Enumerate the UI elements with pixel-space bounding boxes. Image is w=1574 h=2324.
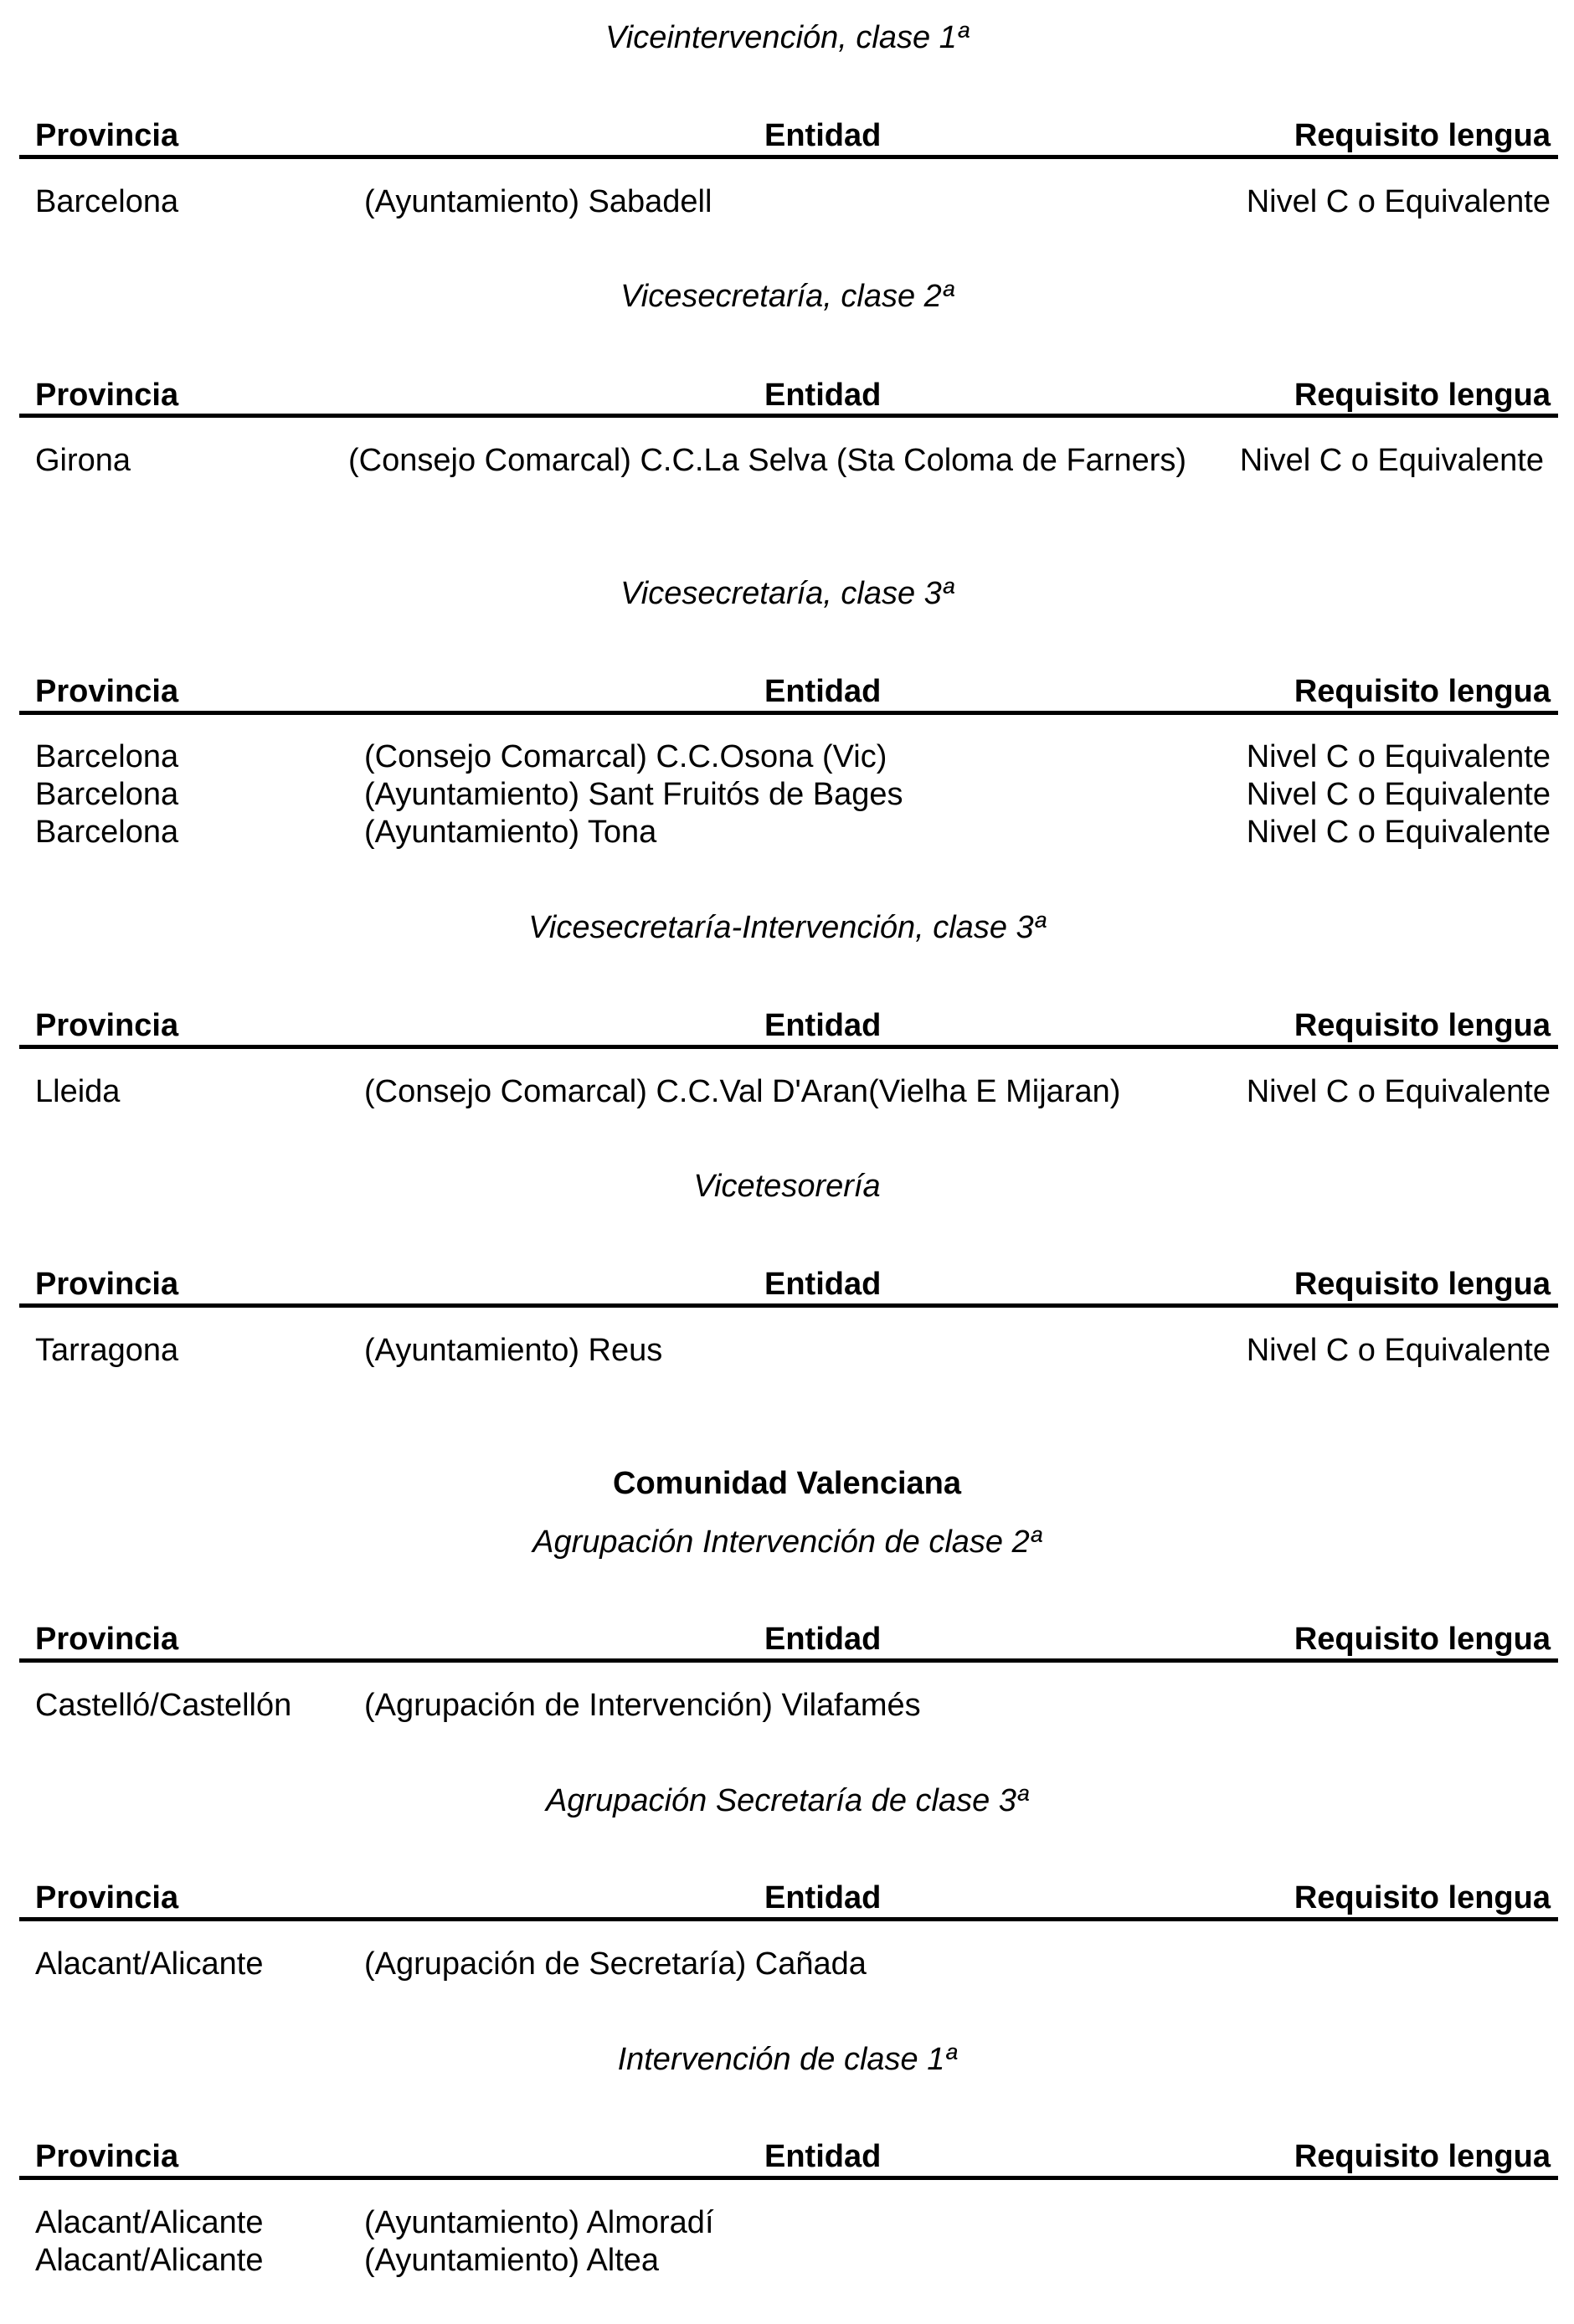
cell-provincia: Alacant/Alicante [35, 1946, 264, 1982]
header-requisito: Requisito lengua [1294, 1008, 1551, 1043]
cell-provincia: Castelló/Castellón [35, 1688, 292, 1723]
cell-entidad: (Consejo Comarcal) C.C.Osona (Vic) [364, 739, 887, 774]
section-title: Vicesecretaría, clase 3ª [620, 576, 954, 611]
cell-entidad: (Ayuntamiento) Tona [364, 815, 657, 850]
cell-provincia: Girona [35, 443, 131, 478]
cell-requisito: Nivel C o Equivalente [1246, 1333, 1551, 1368]
header-entidad: Entidad [764, 1622, 882, 1657]
cell-entidad: (Ayuntamiento) Altea [364, 2243, 660, 2278]
header-entidad: Entidad [764, 118, 882, 153]
header-provincia: Provincia [35, 1267, 179, 1302]
header-requisito: Requisito lengua [1294, 1622, 1551, 1657]
header-provincia: Provincia [35, 1880, 179, 1915]
header-entidad: Entidad [764, 2139, 882, 2174]
header-provincia: Provincia [35, 1008, 179, 1043]
header-provincia: Provincia [35, 1622, 179, 1657]
cell-requisito: Nivel C o Equivalente [1246, 184, 1551, 219]
cell-entidad: (Ayuntamiento) Sant Fruitós de Bages [364, 777, 903, 812]
cell-provincia: Alacant/Alicante [35, 2205, 264, 2240]
cell-provincia: Barcelona [35, 777, 179, 812]
cell-requisito: Nivel C o Equivalente [1246, 1074, 1551, 1109]
header-entidad: Entidad [764, 1008, 882, 1043]
header-rule [19, 1917, 1558, 1921]
cell-requisito: Nivel C o Equivalente [1239, 443, 1544, 478]
header-provincia: Provincia [35, 378, 179, 413]
cell-entidad: (Agrupación de Secretaría) Cañada [364, 1946, 867, 1982]
header-rule [19, 1045, 1558, 1049]
header-provincia: Provincia [35, 118, 179, 153]
header-entidad: Entidad [764, 1880, 882, 1915]
header-provincia: Provincia [35, 674, 179, 709]
header-rule [19, 711, 1558, 715]
section-title: Vicesecretaría-Intervención, clase 3ª [528, 910, 1046, 945]
cell-provincia: Lleida [35, 1074, 121, 1109]
cell-provincia: Alacant/Alicante [35, 2243, 264, 2278]
cell-entidad: (Ayuntamiento) Sabadell [364, 184, 712, 219]
cell-requisito: Nivel C o Equivalente [1246, 739, 1551, 774]
section-title: Viceintervención, clase 1ª [605, 20, 969, 55]
section-title: Vicesecretaría, clase 2ª [620, 279, 954, 314]
header-requisito: Requisito lengua [1294, 1880, 1551, 1915]
cell-entidad: (Ayuntamiento) Reus [364, 1333, 663, 1368]
header-requisito: Requisito lengua [1294, 2139, 1551, 2174]
section-title: Agrupación Intervención de clase 2ª [532, 1524, 1042, 1560]
header-rule [19, 1658, 1558, 1663]
cell-provincia: Tarragona [35, 1333, 179, 1368]
header-requisito: Requisito lengua [1294, 1267, 1551, 1302]
header-requisito: Requisito lengua [1294, 674, 1551, 709]
header-rule [19, 155, 1558, 159]
header-entidad: Entidad [764, 1267, 882, 1302]
cell-entidad: (Consejo Comarcal) C.C.Val D'Aran(Vielha E Mijaran) [364, 1074, 1121, 1109]
header-rule [19, 414, 1558, 418]
section-title: Agrupación Secretaría de clase 3ª [546, 1783, 1028, 1818]
region-heading: Comunidad Valenciana [613, 1466, 961, 1501]
header-rule [19, 2176, 1558, 2180]
cell-provincia: Barcelona [35, 815, 179, 850]
section-title: Vicetesorería [693, 1169, 881, 1204]
cell-entidad: (Agrupación de Intervención) Vilafamés [364, 1688, 921, 1723]
cell-requisito: Nivel C o Equivalente [1246, 777, 1551, 812]
cell-requisito: Nivel C o Equivalente [1246, 815, 1551, 850]
header-requisito: Requisito lengua [1294, 378, 1551, 413]
header-entidad: Entidad [764, 378, 882, 413]
cell-provincia: Barcelona [35, 184, 179, 219]
header-rule [19, 1303, 1558, 1308]
header-provincia: Provincia [35, 2139, 179, 2174]
cell-provincia: Barcelona [35, 739, 179, 774]
cell-entidad: (Consejo Comarcal) C.C.La Selva (Sta Coloma de Farners) [348, 443, 1187, 478]
header-entidad: Entidad [764, 674, 882, 709]
header-requisito: Requisito lengua [1294, 118, 1551, 153]
cell-entidad: (Ayuntamiento) Almoradí [364, 2205, 714, 2240]
section-title: Intervención de clase 1ª [617, 2042, 957, 2077]
